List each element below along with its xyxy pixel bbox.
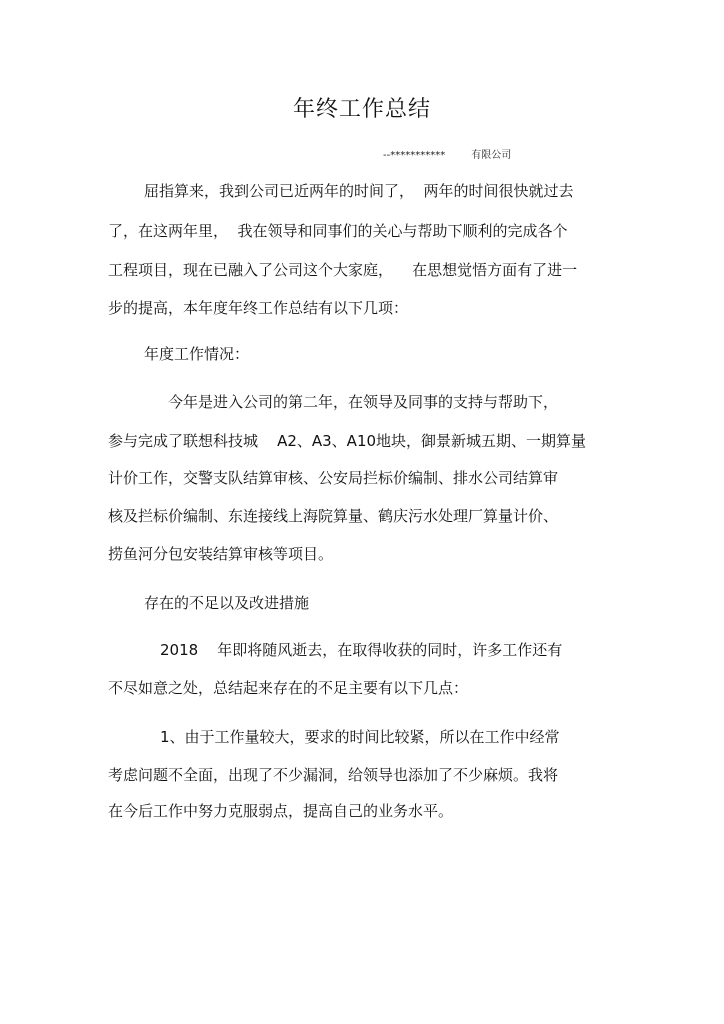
author-line — [383, 146, 511, 161]
paragraph-line: 捞鱼河分包安装结算审核等项目。 — [108, 545, 334, 563]
section-heading: 年度工作情况： — [144, 345, 250, 363]
section-heading: 存在的不足以及改进措施 — [144, 594, 310, 612]
paragraph-line: 计价工作，交警支队结算审核、公安局拦标价编制、排水公司结算审 — [108, 469, 559, 487]
paragraph-line: 不尽如意之处，总结起来存在的不足主要有以下几点： — [108, 679, 469, 697]
paragraph-line: 参与完成了联想科技城 A2、A3、A10地块，御景新城五期、一期算量 — [108, 432, 587, 450]
paragraph-line: 2018 年即将随风逝去，在取得收获的同时，许多工作还有 — [160, 641, 563, 659]
paragraph-line: 在今后工作中努力克服弱点，提高自己的业务水平。 — [108, 802, 454, 820]
paragraph-line: 了，在这两年里， 我在领导和同事们的关心与帮助下顺利的完成各个 — [108, 222, 568, 240]
document-title: 年终工作总结 — [292, 97, 431, 122]
paragraph-line: 考虑问题不全面，出现了不少漏洞，给领导也添加了不少麻烦。我将 — [108, 766, 559, 784]
paragraph-line: 今年是进入公司的第二年，在领导及同事的支持与帮助下， — [168, 393, 559, 411]
company-suffix: 有限公司 — [471, 150, 512, 161]
list-item-line: 1、由于工作量较大，要求的时间比较紧，所以在工作中经常 — [160, 728, 560, 746]
paragraph-line: 核及拦标价编制、东连接线上海院算量、鹤庆污水处理厂算量计价、 — [108, 507, 559, 525]
author-prefix: --*********** — [383, 150, 446, 161]
paragraph-line: 步的提高，本年度年终工作总结有以下几项： — [108, 299, 409, 317]
paragraph-line: 工程项目，现在已融入了公司这个大家庭， 在思想觉悟方面有了进一 — [108, 261, 578, 279]
paragraph-line: 屈指算来，我到公司已近两年的时间了， 两年的时间很快就过去 — [144, 182, 574, 200]
